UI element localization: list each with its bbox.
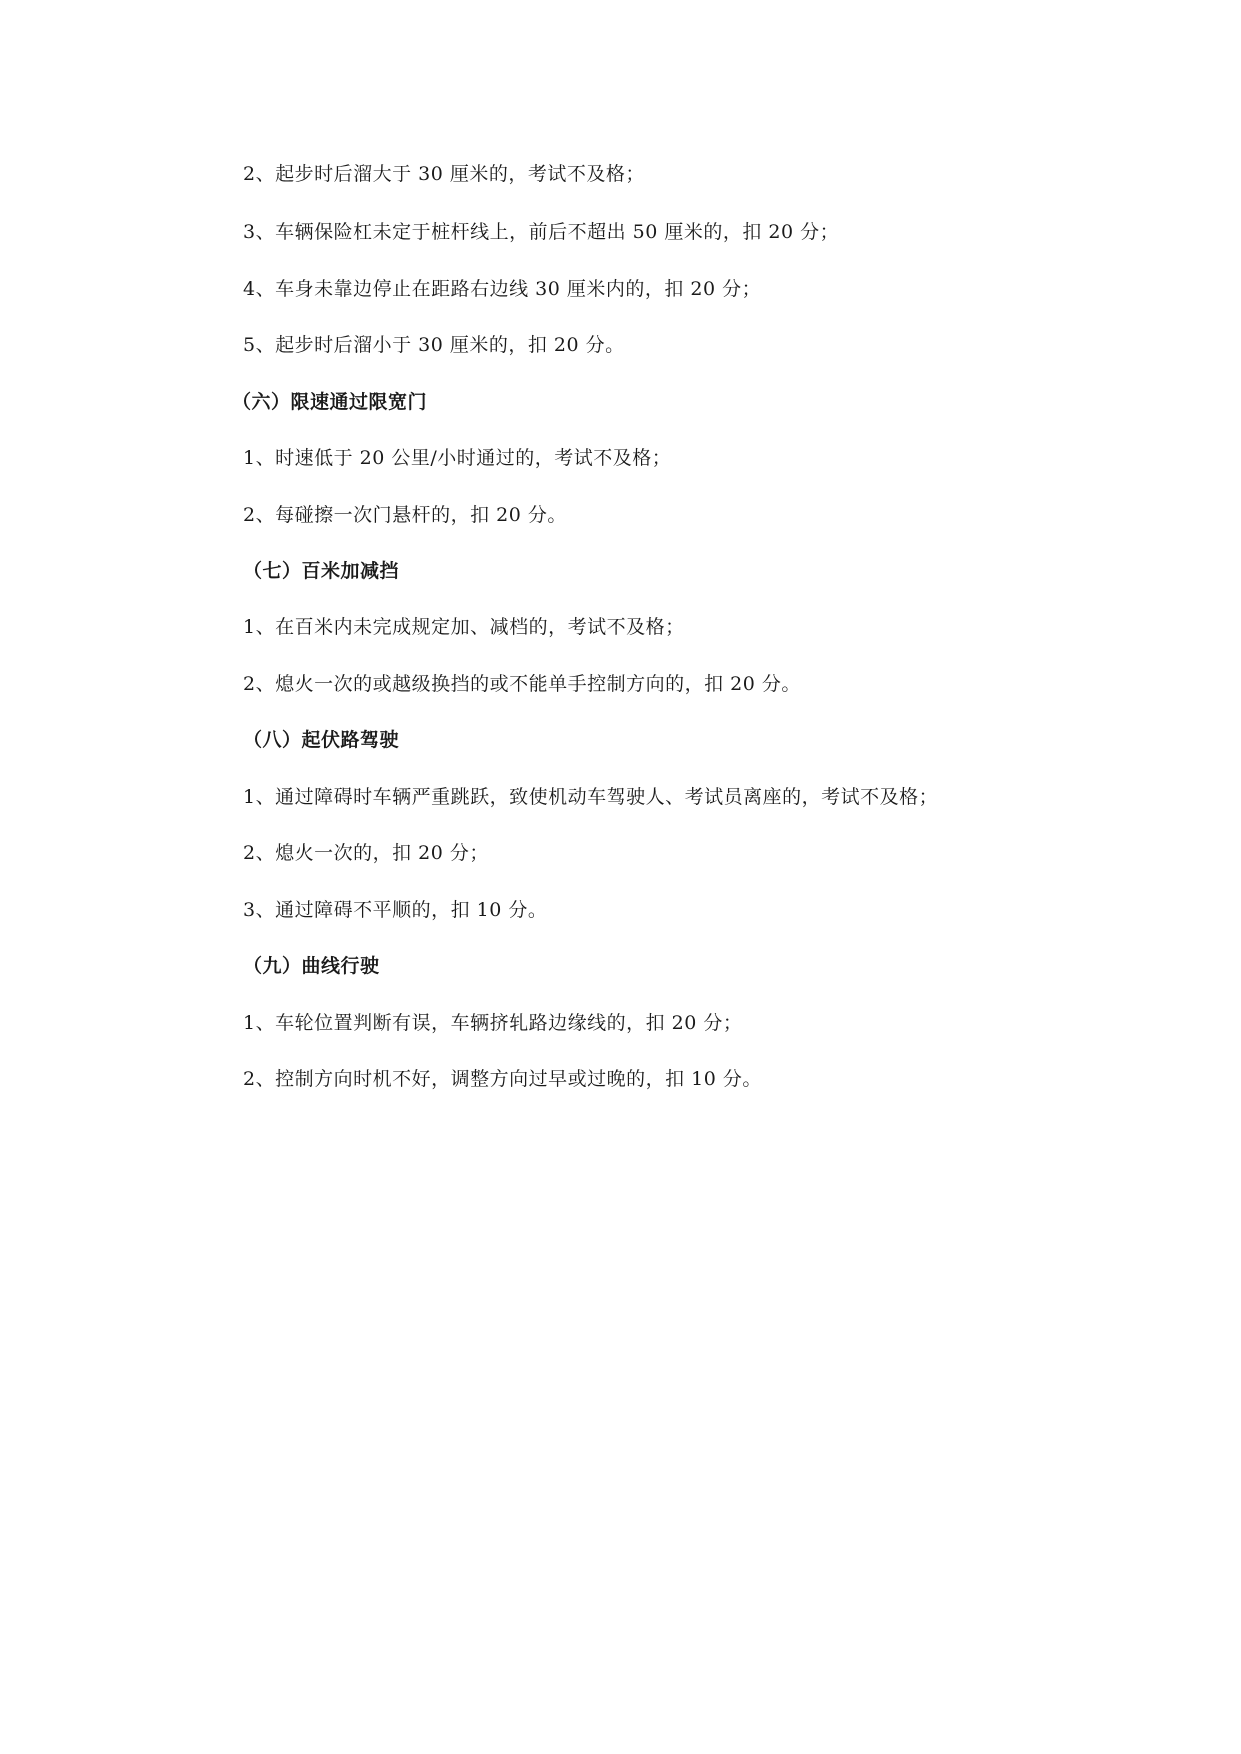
list-item: 2、控制方向时机不好，调整方向过早或过晚的，扣 10 分。 bbox=[243, 1068, 762, 1090]
section-heading: （七）百米加减挡 bbox=[243, 560, 400, 582]
list-item: 2、熄火一次的，扣 20 分； bbox=[243, 842, 489, 864]
list-item: 5、起步时后溜小于 30 厘米的，扣 20 分。 bbox=[243, 334, 625, 356]
section-heading: （六）限速通过限宽门 bbox=[232, 391, 428, 413]
list-item: 1、通过障碍时车辆严重跳跃，致使机动车驾驶人、考试员离座的，考试不及格； bbox=[243, 786, 939, 808]
list-item: 3、通过障碍不平顺的，扣 10 分。 bbox=[243, 899, 548, 921]
section-heading: （八）起伏路驾驶 bbox=[243, 729, 400, 751]
list-item: 4、车身未靠边停止在距路右边线 30 厘米内的，扣 20 分； bbox=[243, 278, 762, 300]
list-item: 2、熄火一次的或越级换挡的或不能单手控制方向的，扣 20 分。 bbox=[243, 673, 801, 695]
list-item: 1、车轮位置判断有误，车辆挤轧路边缘线的，扣 20 分； bbox=[243, 1012, 743, 1034]
list-item: 1、在百米内未完成规定加、减档的，考试不及格； bbox=[243, 616, 685, 638]
list-item: 1、时速低于 20 公里/小时通过的，考试不及格； bbox=[243, 447, 672, 469]
list-item: 2、每碰擦一次门悬杆的，扣 20 分。 bbox=[243, 504, 567, 526]
list-item: 2、起步时后溜大于 30 厘米的，考试不及格； bbox=[243, 163, 645, 185]
section-heading: （九）曲线行驶 bbox=[243, 955, 380, 977]
list-item: 3、车辆保险杠未定于桩杆线上，前后不超出 50 厘米的，扣 20 分； bbox=[243, 221, 840, 243]
